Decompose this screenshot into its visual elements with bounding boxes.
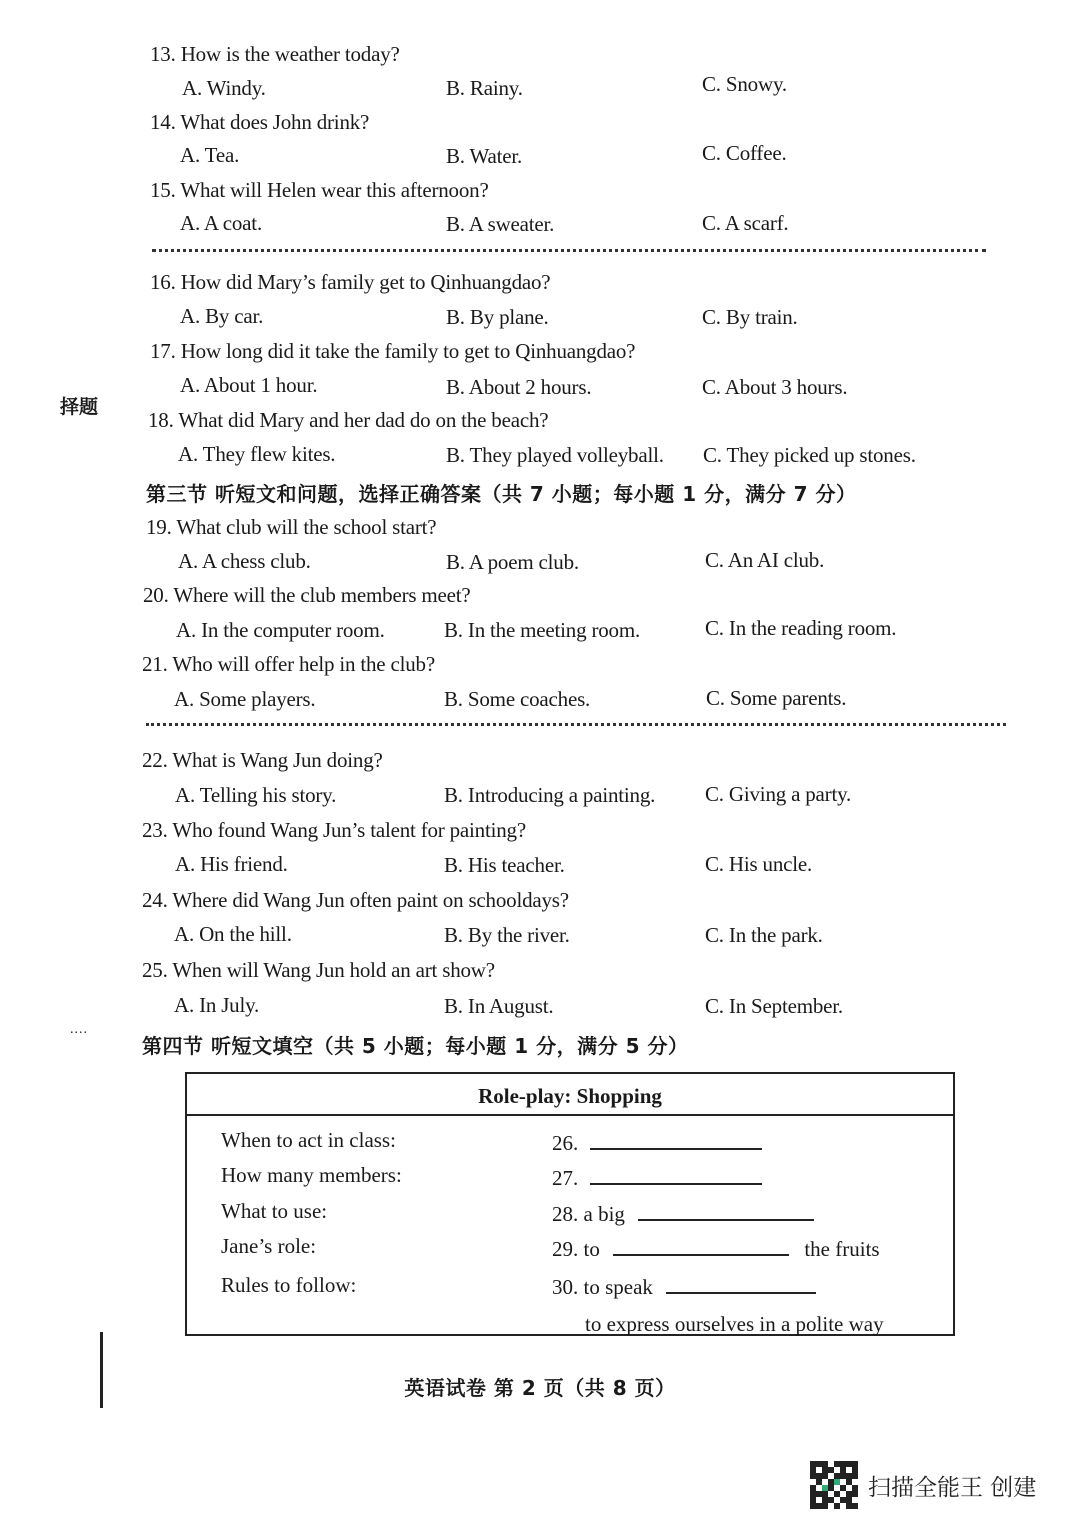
question-15: 15. What will Helen wear this afternoon? xyxy=(150,178,489,202)
question-22: 22. What is Wang Jun doing? xyxy=(142,748,383,772)
table-row-answer xyxy=(552,1130,762,1156)
scanner-watermark xyxy=(810,1460,1036,1510)
option-20-b: B. In the meeting room. xyxy=(444,618,641,642)
question-24: 24. Where did Wang Jun often paint on schooldays? xyxy=(142,888,569,912)
question-18: 18. What did Mary and her dad do on the beach? xyxy=(148,408,549,432)
section-3-heading: 第三节 听短文和问题，选择正确答案（共 7 小题；每小题 1 分，满分 7 分） xyxy=(146,482,857,506)
option-20-c: C. In the reading room. xyxy=(705,616,897,640)
blank-prefix: a big xyxy=(583,1202,625,1226)
option-13-c: C. Snowy. xyxy=(702,72,787,96)
margin-label: 择题 xyxy=(60,396,99,418)
table-row-label: How many members: xyxy=(221,1163,402,1187)
table-row-answer xyxy=(552,1236,880,1262)
question-14: 14. What does John drink? xyxy=(150,110,370,134)
answer-blank-26[interactable] xyxy=(590,1130,762,1150)
margin-dots: .... xyxy=(70,1022,88,1037)
option-15-c: C. A scarf. xyxy=(702,211,789,235)
blank-number: 28. xyxy=(552,1202,579,1226)
table-row-label: Jane’s role: xyxy=(221,1234,317,1258)
table-title: Role-play: Shopping xyxy=(187,1074,953,1116)
option-25-b: B. In August. xyxy=(444,994,554,1018)
option-15-b: B. A sweater. xyxy=(446,212,555,236)
blank-suffix: the fruits xyxy=(804,1237,880,1261)
option-17-a: A. About 1 hour. xyxy=(180,373,318,397)
answer-blank-29[interactable] xyxy=(613,1236,789,1256)
option-24-c: C. In the park. xyxy=(705,923,823,947)
option-16-c: C. By train. xyxy=(702,305,798,329)
qr-code-icon xyxy=(810,1461,858,1509)
question-13: 13. How is the weather today? xyxy=(150,42,400,66)
blank-number: 27. xyxy=(552,1166,579,1190)
option-22-a: A. Telling his story. xyxy=(175,783,337,807)
table-row-answer xyxy=(552,1165,762,1191)
option-16-b: B. By plane. xyxy=(446,305,549,329)
option-18-c: C. They picked up stones. xyxy=(703,443,916,467)
option-21-c: C. Some parents. xyxy=(706,686,847,710)
page-footer: 英语试卷 第 2 页（共 8 页） xyxy=(404,1376,676,1400)
option-18-a: A. They flew kites. xyxy=(178,442,336,466)
option-20-a: A. In the computer room. xyxy=(176,618,385,642)
option-23-c: C. His uncle. xyxy=(705,852,813,876)
blank-number: 30. xyxy=(552,1275,579,1299)
blank-number: 29. xyxy=(552,1237,579,1261)
option-23-a: A. His friend. xyxy=(175,852,288,876)
table-row-answer xyxy=(552,1274,816,1300)
blank-number: 26. xyxy=(552,1131,579,1155)
dotted-divider xyxy=(152,249,986,252)
table-extra-line: to express ourselves in a polite way xyxy=(585,1312,884,1336)
option-17-b: B. About 2 hours. xyxy=(446,375,592,399)
option-13-b: B. Rainy. xyxy=(446,76,523,100)
role-play-table xyxy=(185,1072,955,1336)
option-18-b: B. They played volleyball. xyxy=(446,443,664,467)
option-21-a: A. Some players. xyxy=(174,687,316,711)
option-14-a: A. Tea. xyxy=(180,143,240,167)
option-22-b: B. Introducing a painting. xyxy=(444,783,656,807)
question-17: 17. How long did it take the family to get to Qinhuangdao? xyxy=(150,339,636,363)
table-row-label: When to act in class: xyxy=(221,1128,396,1152)
option-19-b: B. A poem club. xyxy=(446,550,579,574)
question-23: 23. Who found Wang Jun’s talent for painting? xyxy=(142,818,526,842)
table-row-label: What to use: xyxy=(221,1199,328,1223)
brand-text: 扫描全能王 创建 xyxy=(868,1474,1037,1501)
blank-prefix: to xyxy=(583,1237,600,1261)
table-row-label: Rules to follow: xyxy=(221,1273,357,1297)
question-25: 25. When will Wang Jun hold an art show? xyxy=(142,958,495,982)
option-13-a: A. Windy. xyxy=(182,76,266,100)
answer-blank-27[interactable] xyxy=(590,1165,762,1185)
question-20: 20. Where will the club members meet? xyxy=(143,583,471,607)
option-25-c: C. In September. xyxy=(705,994,843,1018)
option-24-a: A. On the hill. xyxy=(174,922,292,946)
answer-blank-30[interactable] xyxy=(666,1274,816,1294)
option-19-c: C. An AI club. xyxy=(705,548,825,572)
question-19: 19. What club will the school start? xyxy=(146,515,437,539)
dotted-divider xyxy=(146,723,1006,726)
question-16: 16. How did Mary’s family get to Qinhuangdao? xyxy=(150,270,551,294)
option-24-b: B. By the river. xyxy=(444,923,570,947)
option-14-c: C. Coffee. xyxy=(702,141,787,165)
option-15-a: A. A coat. xyxy=(180,211,262,235)
option-17-c: C. About 3 hours. xyxy=(702,375,848,399)
option-16-a: A. By car. xyxy=(180,304,264,328)
option-19-a: A. A chess club. xyxy=(178,549,311,573)
table-row-answer xyxy=(552,1201,814,1227)
option-21-b: B. Some coaches. xyxy=(444,687,591,711)
blank-prefix: to speak xyxy=(583,1275,653,1299)
question-21: 21. Who will offer help in the club? xyxy=(142,652,435,676)
answer-blank-28[interactable] xyxy=(638,1201,814,1221)
option-22-c: C. Giving a party. xyxy=(705,782,852,806)
option-23-b: B. His teacher. xyxy=(444,853,565,877)
option-25-a: A. In July. xyxy=(174,993,260,1017)
section-4-heading: 第四节 听短文填空（共 5 小题；每小题 1 分，满分 5 分） xyxy=(142,1034,689,1058)
option-14-b: B. Water. xyxy=(446,144,523,168)
